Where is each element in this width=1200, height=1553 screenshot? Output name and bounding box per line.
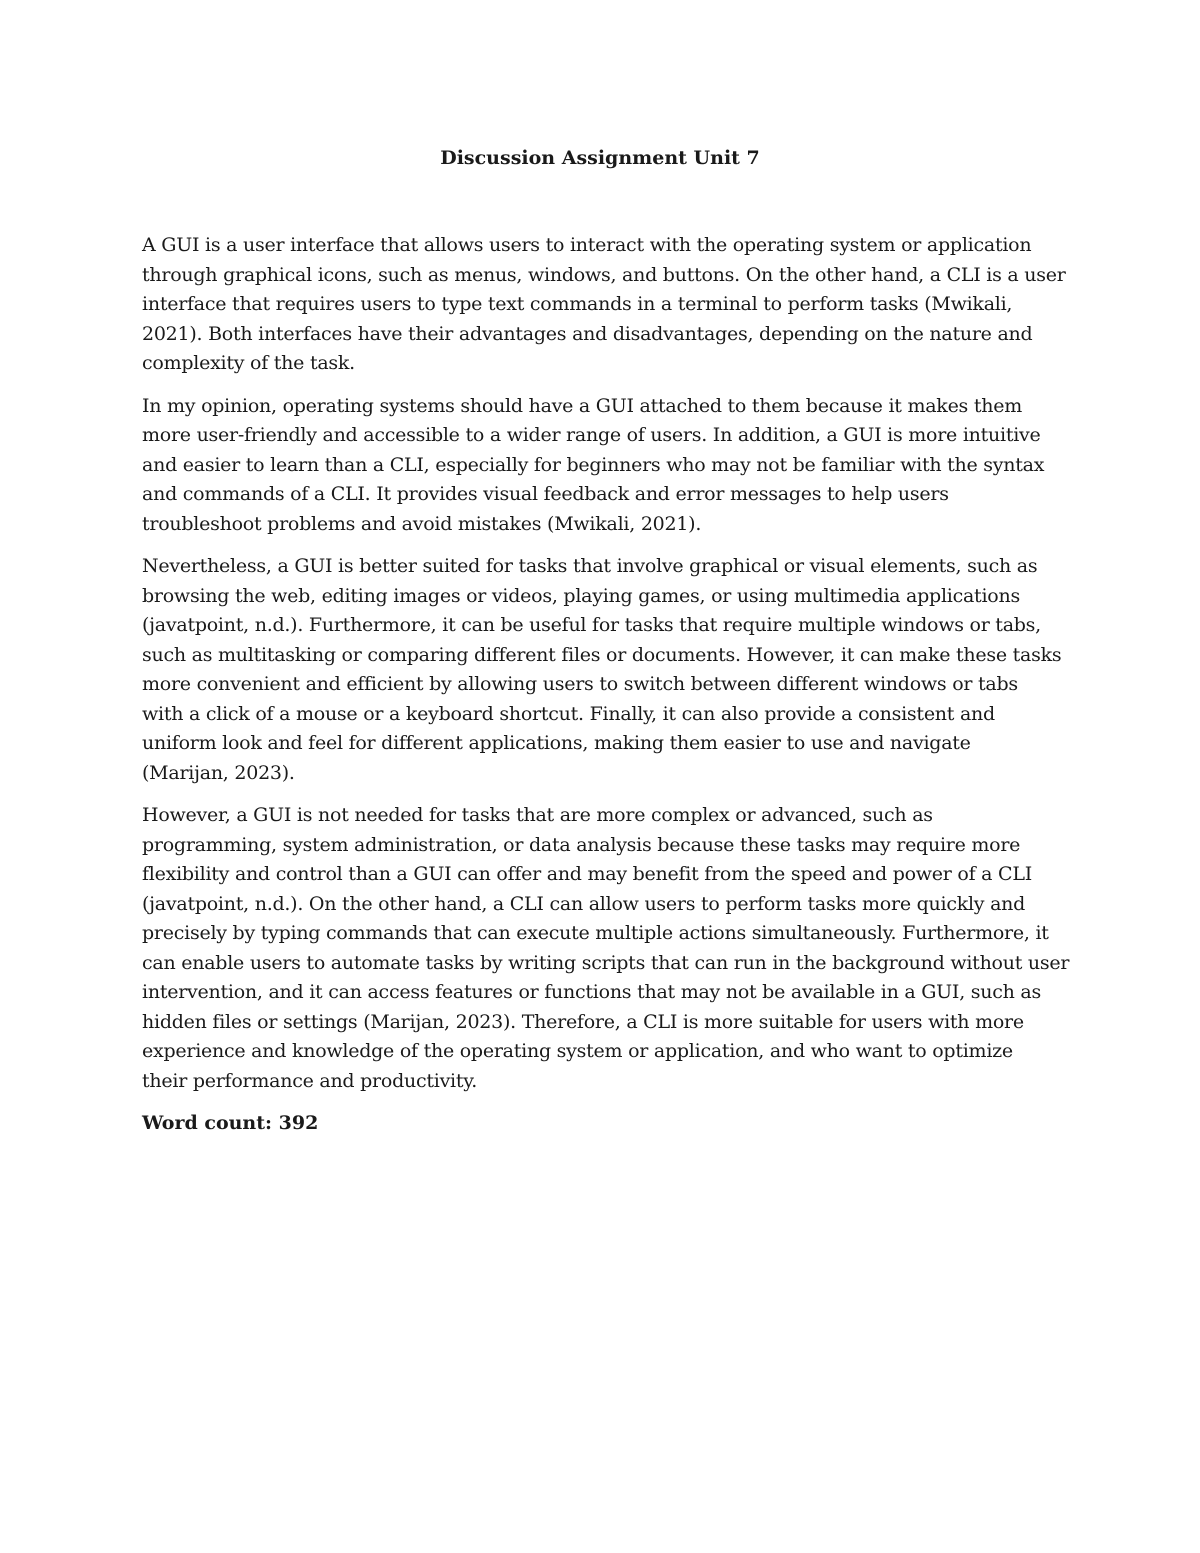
paragraph-gui-cli-definition xyxy=(142,231,1066,379)
text-line: more convenient and efficient by allowing users to switch between different windows or tabs xyxy=(142,673,1018,695)
text-line: interface that requires users to type text commands in a terminal to perform tasks (Mwikali, xyxy=(142,293,1013,315)
text-line: their performance and productivity. xyxy=(142,1069,478,1092)
text-line: and commands of a CLI. It provides visual feedback and error messages to help users xyxy=(142,483,949,505)
text-line: (javatpoint, n.d.). On the other hand, a CLI can allow users to perform tasks more quickly and xyxy=(142,892,1026,915)
word-count: Word count: 392 xyxy=(142,1112,319,1134)
text-line: troubleshoot problems and avoid mistakes (Mwikali, 2021). xyxy=(142,512,702,535)
text-line: through graphical icons, such as menus, windows, and buttons. On the other hand, a CLI is a user xyxy=(142,263,1066,286)
text-line: In my opinion, operating systems should have a GUI attached to them because it makes them xyxy=(142,394,1022,417)
text-line: flexibility and control than a GUI can offer and may benefit from the speed and power of a CLI xyxy=(142,863,1032,885)
text-line: 2021). Both interfaces have their advantages and disadvantages, depending on the nature and xyxy=(142,322,1033,345)
text-line: such as multitasking or comparing different files or documents. However, it can make these tasks xyxy=(142,643,1062,666)
text-line: Nevertheless, a GUI is better suited for tasks that involve graphical or visual elements, such as xyxy=(142,555,1038,577)
text-line: However, a GUI is not needed for tasks that are more complex or advanced, such as xyxy=(142,804,933,826)
text-line: hidden files or settings (Marijan, 2023). Therefore, a CLI is more suitable for users with more xyxy=(142,1010,1024,1033)
text-line: experience and knowledge of the operating system or application, and who want to optimize xyxy=(142,1040,1013,1062)
text-line: intervention, and it can access features or functions that may not be available in a GUI, such as xyxy=(142,981,1042,1003)
text-line: can enable users to automate tasks by writing scripts that can run in the background without user xyxy=(142,951,1070,974)
paragraph-opinion xyxy=(142,392,1062,540)
text-line: and easier to learn than a CLI, especially for beginners who may not be familiar with the syntax xyxy=(142,453,1045,476)
text-line: with a click of a mouse or a keyboard shortcut. Finally, it can also provide a consistent and xyxy=(142,702,995,725)
paragraph-gui-suited-tasks xyxy=(142,552,1062,788)
text-line: precisely by typing commands that can execute multiple actions simultaneously. Furthermore, it xyxy=(142,922,1049,944)
text-line: (javatpoint, n.d.). Furthermore, it can be useful for tasks that require multiple windows or tabs, xyxy=(142,614,1041,636)
text-line: uniform look and feel for different applications, making them easier to use and navigate xyxy=(142,732,971,754)
text-line: (Marijan, 2023). xyxy=(142,761,295,784)
document-title: Discussion Assignment Unit 7 xyxy=(440,147,760,169)
text-line: A GUI is a user interface that allows users to interact with the operating system or application xyxy=(142,234,1032,256)
text-line: browsing the web, editing images or videos, playing games, or using multimedia applications xyxy=(142,584,1020,607)
text-line: programming, system administration, or data analysis because these tasks may require more xyxy=(142,833,1021,856)
paragraph-cli-suited-tasks xyxy=(142,801,1070,1096)
text-line: complexity of the task. xyxy=(142,352,355,374)
text-line: more user-friendly and accessible to a wider range of users. In addition, a GUI is more intuitive xyxy=(142,424,1041,446)
document-body xyxy=(142,231,1070,1139)
